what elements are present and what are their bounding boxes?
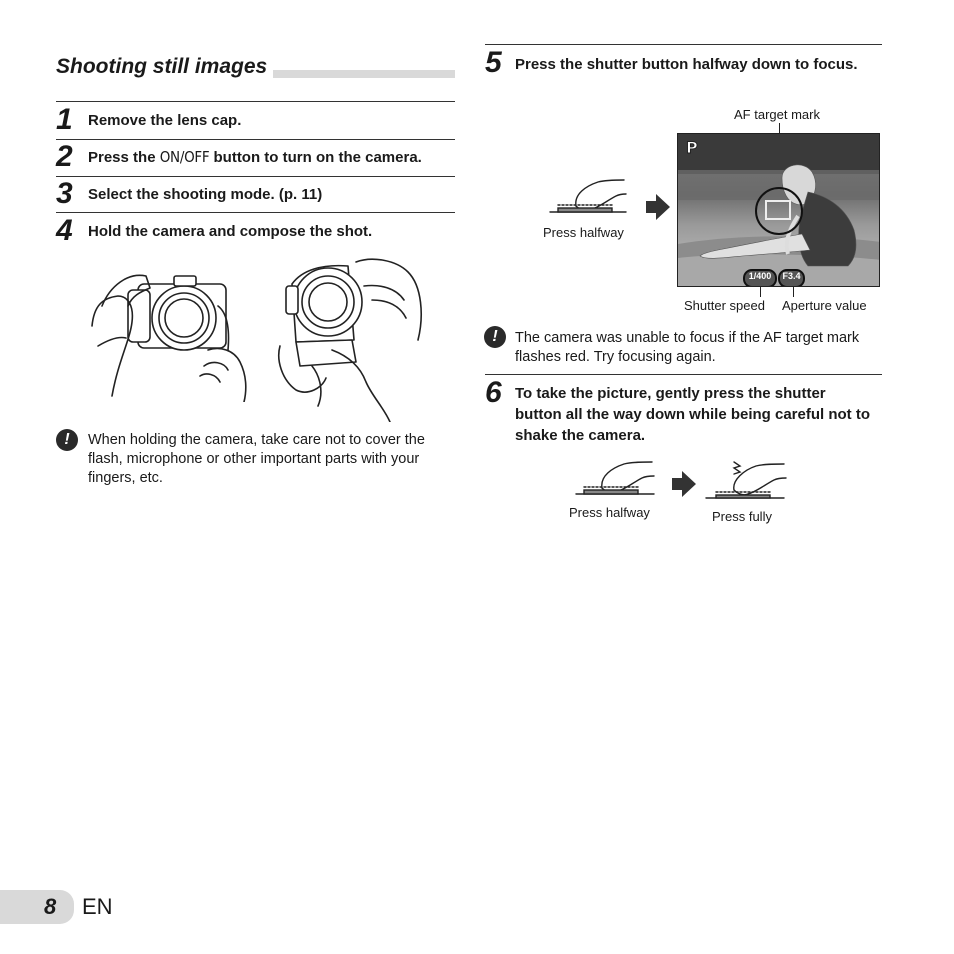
step-number: 5 [485,46,502,79]
press-fully-illustration [702,460,788,502]
exclamation-icon: ! [484,326,506,348]
step-number: 3 [56,177,73,210]
step-divider [485,374,882,375]
af-target-mark [765,200,791,220]
arrow-right-icon [646,194,670,220]
step-text: Remove the lens cap. [88,112,242,129]
step-number: 1 [56,103,73,136]
step-divider [56,212,455,213]
shutter-speed-readout: 1/400 [748,271,772,281]
step-number: 4 [56,214,73,247]
page-number: 8 [44,894,57,919]
section-title: Shooting still images [56,54,273,80]
step-text-part: Press the [88,149,160,166]
step-text: Hold the camera and compose the shot. [88,223,373,240]
step-number: 2 [56,140,73,173]
step-text: Select the shooting mode. (p. 11) [88,186,323,203]
caption-press-halfway: Press halfway [569,505,650,520]
note-text: The camera was unable to focus if the AF target mark flashes red. Try focusing again. [515,330,860,365]
caption-shutter-speed: Shutter speed [684,298,765,313]
camera-screen [677,133,880,287]
note-text: When holding the camera, take care not to cover the flash, microphone or other important parts with your fingers, etc. [88,432,425,486]
step-divider [56,101,455,102]
step-number: 6 [485,376,502,409]
press-halfway-illustration [546,178,630,218]
step-divider [56,176,455,177]
step-text [88,147,422,168]
aperture-leader-line [793,287,794,297]
caption-aperture-value: Aperture value [782,298,867,313]
step-text-part: button to turn on the camera. [209,149,422,166]
aperture-readout: F3.4 [782,271,801,281]
caption-af-target-mark: AF target mark [734,107,820,122]
camera-holding-illustration-side [272,256,432,422]
on-off-button-label: ON/OFF [159,148,210,166]
language-code: EN [82,894,113,919]
page-number-tab [0,890,74,924]
shutter-leader-line [760,287,761,297]
step-text: To take the picture, gently press the shutter button all the way down while being careful not to shake the camera. [515,385,871,444]
arrow-right-icon [672,471,696,497]
camera-holding-illustration-front [88,266,250,402]
exclamation-icon-glyph: ! [64,431,70,448]
caption-press-halfway: Press halfway [543,225,624,240]
press-halfway-illustration [572,460,658,498]
caption-press-fully: Press fully [712,509,772,524]
step-divider [485,44,882,45]
step-text: Press the shutter button halfway down to focus. [515,56,858,73]
step-divider [56,139,455,140]
mode-indicator: P [686,138,698,157]
